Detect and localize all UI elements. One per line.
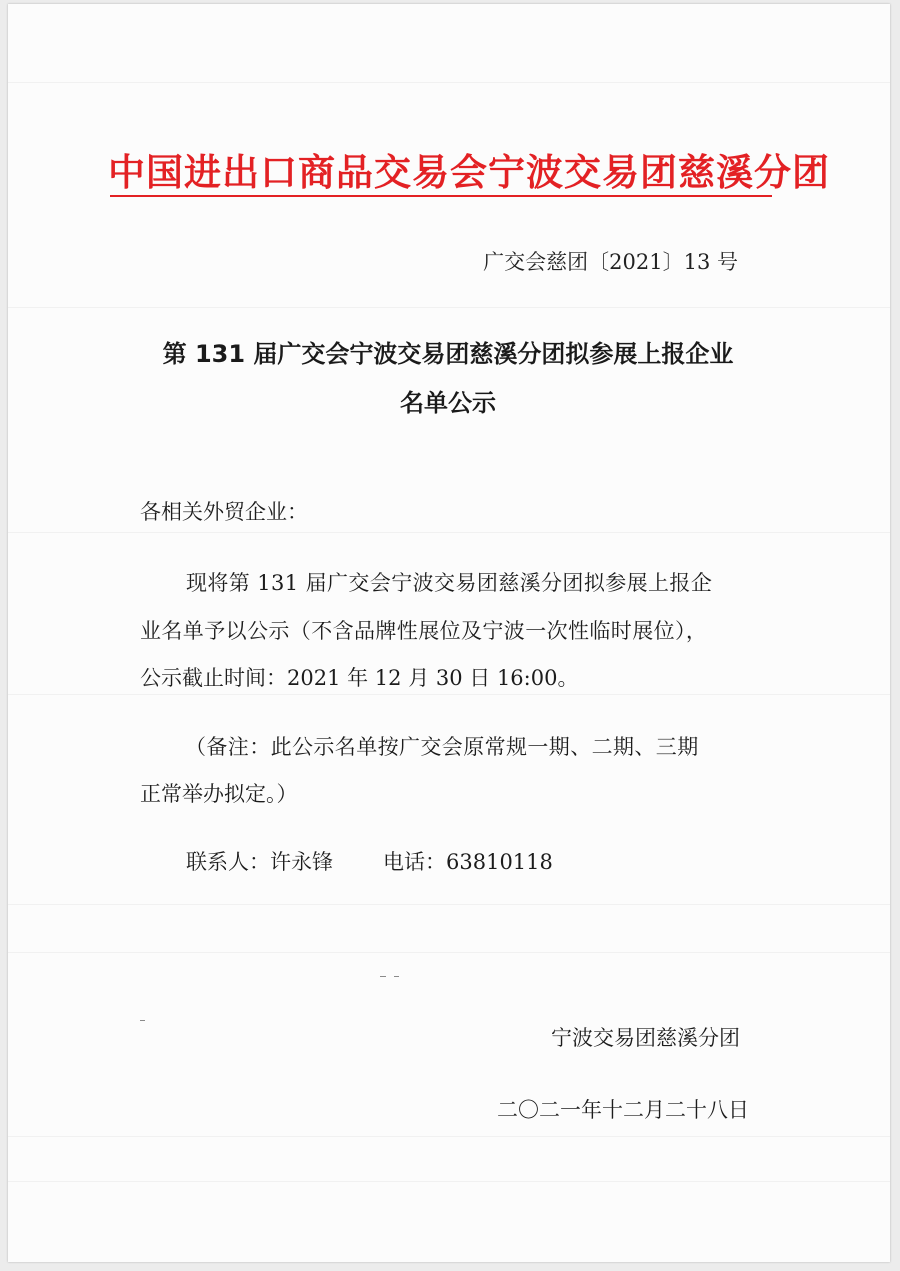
faint-rule: [8, 532, 890, 533]
faint-rule: [8, 1181, 890, 1182]
contact-person: 联系人：许永锋: [186, 850, 333, 874]
letterhead-org-name: 中国进出口商品交易会宁波交易团慈溪分团: [108, 151, 830, 194]
scan-speck: [380, 976, 386, 977]
scan-speck: [140, 1020, 145, 1021]
faint-rule: [8, 1136, 890, 1137]
document-date: 二〇二一年十二月二十八日: [497, 1098, 749, 1122]
body-line: 公示截止时间：2021 年 12 月 30 日 16:00。: [140, 666, 579, 690]
letterhead-red-rule: [110, 195, 772, 197]
note-line: 正常举办拟定。）: [140, 782, 298, 806]
contact-line: [186, 846, 553, 876]
scan-speck: [394, 976, 399, 977]
greeting: 各相关外贸企业：: [140, 500, 308, 524]
body-line: 现将第 131 届广交会宁波交易团慈溪分团拟参展上报企: [186, 571, 713, 595]
faint-rule: [8, 904, 890, 905]
contact-phone: 电话：63810118: [383, 850, 553, 874]
body-line: 业名单予以公示（不含品牌性展位及宁波一次性临时展位），: [140, 619, 708, 643]
document-title-line-2: 名单公示: [400, 389, 496, 417]
faint-rule: [8, 307, 890, 308]
document-title-line-1: 第 131 届广交会宁波交易团慈溪分团拟参展上报企业: [162, 340, 734, 368]
document-number: 广交会慈团〔2021〕13 号: [483, 250, 738, 274]
note-line: （备注：此公示名单按广交会原常规一期、二期、三期: [185, 735, 699, 759]
faint-rule: [8, 82, 890, 83]
document-page: [8, 4, 890, 1262]
signer-organization: 宁波交易团慈溪分团: [551, 1026, 740, 1050]
faint-rule: [8, 952, 890, 953]
faint-rule: [8, 694, 890, 695]
